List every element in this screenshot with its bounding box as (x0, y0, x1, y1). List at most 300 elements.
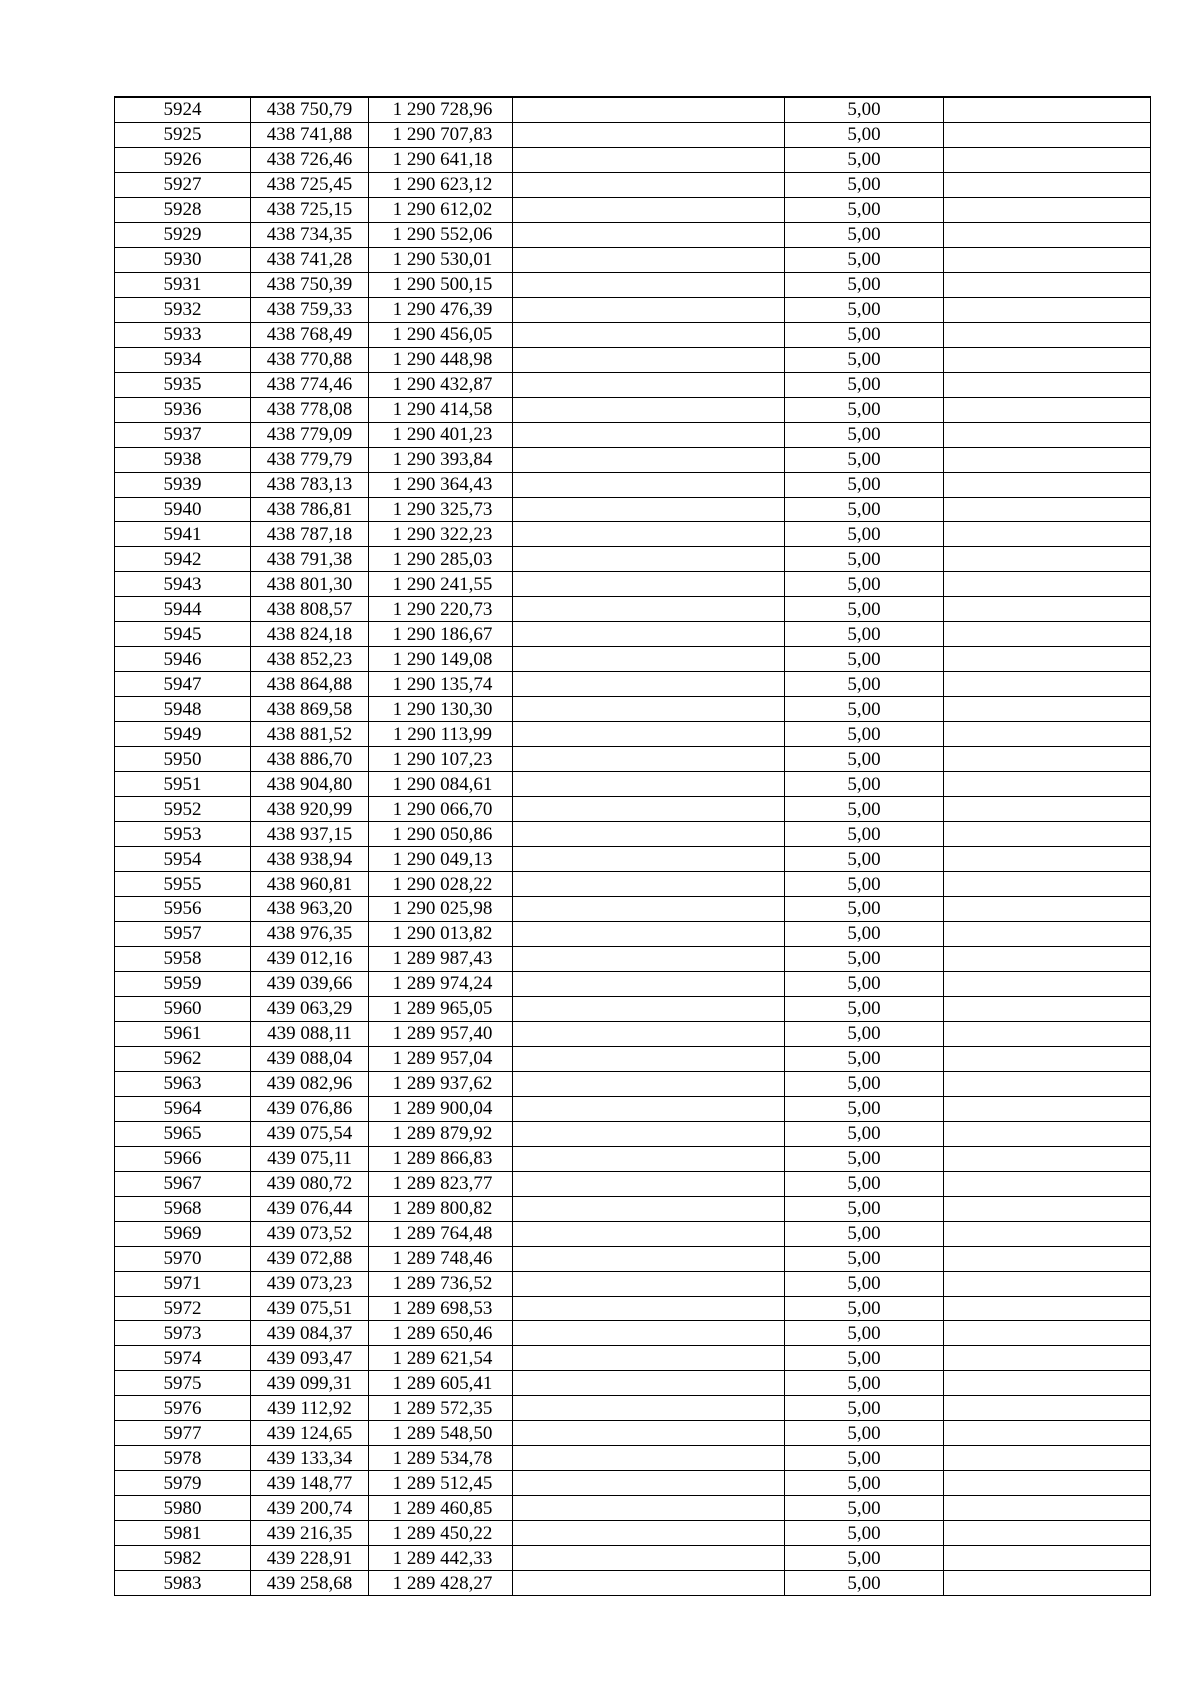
point-number-cell: 5924 (115, 97, 251, 122)
point-number-cell: 5937 (115, 422, 251, 447)
value-cell: 5,00 (785, 1221, 944, 1246)
value-cell: 5,00 (785, 1421, 944, 1446)
empty-cell (944, 122, 1151, 147)
empty-cell (944, 172, 1151, 197)
table-row (115, 1046, 1151, 1071)
table-row (115, 1271, 1151, 1296)
table-row (115, 1221, 1151, 1246)
table-row (115, 272, 1151, 297)
y-coordinate-cell: 1 290 241,55 (369, 572, 513, 597)
value-cell: 5,00 (785, 897, 944, 922)
x-coordinate-cell: 439 075,11 (251, 1146, 369, 1171)
value-cell: 5,00 (785, 572, 944, 597)
coordinates-table (114, 96, 1151, 1596)
empty-cell (513, 647, 785, 672)
empty-cell (944, 921, 1151, 946)
table-row (115, 622, 1151, 647)
point-number-cell: 5927 (115, 172, 251, 197)
x-coordinate-cell: 438 881,52 (251, 722, 369, 747)
empty-cell (944, 347, 1151, 372)
point-number-cell: 5950 (115, 747, 251, 772)
empty-cell (513, 122, 785, 147)
table-row (115, 1246, 1151, 1271)
point-number-cell: 5963 (115, 1071, 251, 1096)
point-number-cell: 5980 (115, 1496, 251, 1521)
x-coordinate-cell: 438 937,15 (251, 822, 369, 847)
point-number-cell: 5948 (115, 697, 251, 722)
table-row (115, 647, 1151, 672)
point-number-cell: 5978 (115, 1446, 251, 1471)
table-row (115, 147, 1151, 172)
table-row (115, 322, 1151, 347)
x-coordinate-cell: 438 787,18 (251, 522, 369, 547)
empty-cell (944, 1021, 1151, 1046)
empty-cell (513, 447, 785, 472)
empty-cell (944, 97, 1151, 122)
point-number-cell: 5983 (115, 1571, 251, 1596)
empty-cell (513, 847, 785, 872)
empty-cell (513, 1271, 785, 1296)
y-coordinate-cell: 1 290 325,73 (369, 497, 513, 522)
empty-cell (513, 1421, 785, 1446)
x-coordinate-cell: 438 886,70 (251, 747, 369, 772)
table-row (115, 1171, 1151, 1196)
x-coordinate-cell: 438 808,57 (251, 597, 369, 622)
table-row (115, 1571, 1151, 1596)
empty-cell (944, 1071, 1151, 1096)
empty-cell (944, 1321, 1151, 1346)
empty-cell (513, 1346, 785, 1371)
y-coordinate-cell: 1 290 414,58 (369, 397, 513, 422)
x-coordinate-cell: 439 039,66 (251, 971, 369, 996)
value-cell: 5,00 (785, 822, 944, 847)
y-coordinate-cell: 1 289 572,35 (369, 1396, 513, 1421)
point-number-cell: 5970 (115, 1246, 251, 1271)
x-coordinate-cell: 438 725,45 (251, 172, 369, 197)
empty-cell (944, 1096, 1151, 1121)
table-row (115, 522, 1151, 547)
x-coordinate-cell: 439 099,31 (251, 1371, 369, 1396)
empty-cell (944, 372, 1151, 397)
value-cell: 5,00 (785, 872, 944, 897)
table-row (115, 672, 1151, 697)
table-row (115, 447, 1151, 472)
empty-cell (944, 647, 1151, 672)
y-coordinate-cell: 1 290 130,30 (369, 697, 513, 722)
empty-cell (944, 1246, 1151, 1271)
value-cell: 5,00 (785, 772, 944, 797)
empty-cell (513, 1046, 785, 1071)
value-cell: 5,00 (785, 322, 944, 347)
x-coordinate-cell: 438 770,88 (251, 347, 369, 372)
y-coordinate-cell: 1 290 322,23 (369, 522, 513, 547)
y-coordinate-cell: 1 289 764,48 (369, 1221, 513, 1246)
y-coordinate-cell: 1 289 823,77 (369, 1171, 513, 1196)
x-coordinate-cell: 439 073,23 (251, 1271, 369, 1296)
empty-cell (513, 1571, 785, 1596)
x-coordinate-cell: 439 112,92 (251, 1396, 369, 1421)
empty-cell (944, 672, 1151, 697)
value-cell: 5,00 (785, 372, 944, 397)
value-cell: 5,00 (785, 447, 944, 472)
table-row (115, 1546, 1151, 1571)
y-coordinate-cell: 1 290 623,12 (369, 172, 513, 197)
table-row (115, 122, 1151, 147)
empty-cell (513, 147, 785, 172)
x-coordinate-cell: 438 741,28 (251, 247, 369, 272)
value-cell: 5,00 (785, 1396, 944, 1421)
value-cell: 5,00 (785, 1246, 944, 1271)
empty-cell (944, 1521, 1151, 1546)
y-coordinate-cell: 1 289 866,83 (369, 1146, 513, 1171)
point-number-cell: 5949 (115, 722, 251, 747)
empty-cell (944, 1396, 1151, 1421)
point-number-cell: 5973 (115, 1321, 251, 1346)
table-row (115, 1196, 1151, 1221)
y-coordinate-cell: 1 290 066,70 (369, 797, 513, 822)
value-cell: 5,00 (785, 397, 944, 422)
point-number-cell: 5943 (115, 572, 251, 597)
value-cell: 5,00 (785, 1321, 944, 1346)
table-row (115, 1096, 1151, 1121)
empty-cell (513, 547, 785, 572)
point-number-cell: 5934 (115, 347, 251, 372)
y-coordinate-cell: 1 290 393,84 (369, 447, 513, 472)
y-coordinate-cell: 1 290 728,96 (369, 97, 513, 122)
value-cell: 5,00 (785, 1346, 944, 1371)
value-cell: 5,00 (785, 622, 944, 647)
empty-cell (513, 1121, 785, 1146)
empty-cell (513, 497, 785, 522)
table-row (115, 772, 1151, 797)
value-cell: 5,00 (785, 147, 944, 172)
y-coordinate-cell: 1 289 442,33 (369, 1546, 513, 1571)
value-cell: 5,00 (785, 747, 944, 772)
y-coordinate-cell: 1 290 476,39 (369, 297, 513, 322)
table-row (115, 347, 1151, 372)
x-coordinate-cell: 439 076,86 (251, 1096, 369, 1121)
x-coordinate-cell: 439 228,91 (251, 1546, 369, 1571)
table-body (115, 97, 1151, 1596)
y-coordinate-cell: 1 289 937,62 (369, 1071, 513, 1096)
empty-cell (513, 397, 785, 422)
value-cell: 5,00 (785, 97, 944, 122)
empty-cell (513, 1146, 785, 1171)
table-row (115, 422, 1151, 447)
empty-cell (513, 1071, 785, 1096)
table-row (115, 847, 1151, 872)
empty-cell (513, 672, 785, 697)
y-coordinate-cell: 1 289 450,22 (369, 1521, 513, 1546)
y-coordinate-cell: 1 290 050,86 (369, 822, 513, 847)
empty-cell (513, 772, 785, 797)
x-coordinate-cell: 439 216,35 (251, 1521, 369, 1546)
empty-cell (944, 397, 1151, 422)
x-coordinate-cell: 439 124,65 (251, 1421, 369, 1446)
value-cell: 5,00 (785, 272, 944, 297)
empty-cell (513, 1521, 785, 1546)
table-row (115, 1296, 1151, 1321)
x-coordinate-cell: 438 774,46 (251, 372, 369, 397)
table-row (115, 197, 1151, 222)
empty-cell (513, 722, 785, 747)
point-number-cell: 5966 (115, 1146, 251, 1171)
empty-cell (513, 1496, 785, 1521)
y-coordinate-cell: 1 289 987,43 (369, 946, 513, 971)
table-row (115, 1471, 1151, 1496)
empty-cell (513, 597, 785, 622)
x-coordinate-cell: 439 076,44 (251, 1196, 369, 1221)
empty-cell (944, 1171, 1151, 1196)
empty-cell (944, 797, 1151, 822)
value-cell: 5,00 (785, 1196, 944, 1221)
empty-cell (513, 372, 785, 397)
empty-cell (944, 697, 1151, 722)
point-number-cell: 5945 (115, 622, 251, 647)
empty-cell (944, 1046, 1151, 1071)
x-coordinate-cell: 439 084,37 (251, 1321, 369, 1346)
empty-cell (513, 1446, 785, 1471)
point-number-cell: 5933 (115, 322, 251, 347)
x-coordinate-cell: 438 726,46 (251, 147, 369, 172)
point-number-cell: 5941 (115, 522, 251, 547)
point-number-cell: 5962 (115, 1046, 251, 1071)
empty-cell (513, 422, 785, 447)
point-number-cell: 5951 (115, 772, 251, 797)
point-number-cell: 5956 (115, 897, 251, 922)
y-coordinate-cell: 1 289 957,40 (369, 1021, 513, 1046)
x-coordinate-cell: 438 824,18 (251, 622, 369, 647)
y-coordinate-cell: 1 290 028,22 (369, 872, 513, 897)
value-cell: 5,00 (785, 672, 944, 697)
y-coordinate-cell: 1 289 800,82 (369, 1196, 513, 1221)
x-coordinate-cell: 438 750,79 (251, 97, 369, 122)
y-coordinate-cell: 1 289 548,50 (369, 1421, 513, 1446)
point-number-cell: 5947 (115, 672, 251, 697)
value-cell: 5,00 (785, 122, 944, 147)
table-row (115, 996, 1151, 1021)
point-number-cell: 5961 (115, 1021, 251, 1046)
empty-cell (944, 147, 1151, 172)
x-coordinate-cell: 438 768,49 (251, 322, 369, 347)
empty-cell (513, 322, 785, 347)
x-coordinate-cell: 439 063,29 (251, 996, 369, 1021)
value-cell: 5,00 (785, 996, 944, 1021)
table-row (115, 822, 1151, 847)
value-cell: 5,00 (785, 222, 944, 247)
table-row (115, 1446, 1151, 1471)
x-coordinate-cell: 438 976,35 (251, 921, 369, 946)
empty-cell (513, 1021, 785, 1046)
empty-cell (944, 597, 1151, 622)
x-coordinate-cell: 439 082,96 (251, 1071, 369, 1096)
empty-cell (944, 1346, 1151, 1371)
empty-cell (513, 1171, 785, 1196)
empty-cell (513, 522, 785, 547)
empty-cell (513, 297, 785, 322)
point-number-cell: 5982 (115, 1546, 251, 1571)
value-cell: 5,00 (785, 347, 944, 372)
empty-cell (513, 1321, 785, 1346)
value-cell: 5,00 (785, 497, 944, 522)
table-row (115, 372, 1151, 397)
x-coordinate-cell: 439 133,34 (251, 1446, 369, 1471)
value-cell: 5,00 (785, 1271, 944, 1296)
empty-cell (944, 1496, 1151, 1521)
y-coordinate-cell: 1 290 641,18 (369, 147, 513, 172)
y-coordinate-cell: 1 290 186,67 (369, 622, 513, 647)
point-number-cell: 5928 (115, 197, 251, 222)
empty-cell (513, 872, 785, 897)
x-coordinate-cell: 438 783,13 (251, 472, 369, 497)
point-number-cell: 5971 (115, 1271, 251, 1296)
empty-cell (944, 1421, 1151, 1446)
empty-cell (513, 897, 785, 922)
x-coordinate-cell: 438 938,94 (251, 847, 369, 872)
empty-cell (944, 497, 1151, 522)
value-cell: 5,00 (785, 422, 944, 447)
empty-cell (513, 971, 785, 996)
point-number-cell: 5953 (115, 822, 251, 847)
value-cell: 5,00 (785, 1521, 944, 1546)
x-coordinate-cell: 438 779,79 (251, 447, 369, 472)
empty-cell (513, 1371, 785, 1396)
y-coordinate-cell: 1 289 621,54 (369, 1346, 513, 1371)
empty-cell (513, 247, 785, 272)
value-cell: 5,00 (785, 522, 944, 547)
value-cell: 5,00 (785, 1021, 944, 1046)
value-cell: 5,00 (785, 1446, 944, 1471)
table-row (115, 722, 1151, 747)
value-cell: 5,00 (785, 597, 944, 622)
x-coordinate-cell: 439 080,72 (251, 1171, 369, 1196)
empty-cell (513, 1246, 785, 1271)
y-coordinate-cell: 1 290 135,74 (369, 672, 513, 697)
point-number-cell: 5967 (115, 1171, 251, 1196)
y-coordinate-cell: 1 289 605,41 (369, 1371, 513, 1396)
y-coordinate-cell: 1 289 900,04 (369, 1096, 513, 1121)
table-row (115, 971, 1151, 996)
y-coordinate-cell: 1 289 736,52 (369, 1271, 513, 1296)
y-coordinate-cell: 1 289 512,45 (369, 1471, 513, 1496)
point-number-cell: 5931 (115, 272, 251, 297)
y-coordinate-cell: 1 290 107,23 (369, 747, 513, 772)
y-coordinate-cell: 1 289 650,46 (369, 1321, 513, 1346)
x-coordinate-cell: 439 075,51 (251, 1296, 369, 1321)
empty-cell (944, 772, 1151, 797)
empty-cell (513, 1196, 785, 1221)
empty-cell (944, 447, 1151, 472)
point-number-cell: 5979 (115, 1471, 251, 1496)
table-row (115, 597, 1151, 622)
value-cell: 5,00 (785, 1171, 944, 1196)
point-number-cell: 5975 (115, 1371, 251, 1396)
value-cell: 5,00 (785, 946, 944, 971)
table-row (115, 1396, 1151, 1421)
point-number-cell: 5955 (115, 872, 251, 897)
table-row (115, 1371, 1151, 1396)
point-number-cell: 5959 (115, 971, 251, 996)
point-number-cell: 5936 (115, 397, 251, 422)
point-number-cell: 5946 (115, 647, 251, 672)
y-coordinate-cell: 1 290 552,06 (369, 222, 513, 247)
x-coordinate-cell: 439 088,04 (251, 1046, 369, 1071)
y-coordinate-cell: 1 290 220,73 (369, 597, 513, 622)
table-row (115, 497, 1151, 522)
y-coordinate-cell: 1 289 974,24 (369, 971, 513, 996)
empty-cell (944, 1196, 1151, 1221)
point-number-cell: 5944 (115, 597, 251, 622)
table-row (115, 1021, 1151, 1046)
point-number-cell: 5938 (115, 447, 251, 472)
point-number-cell: 5932 (115, 297, 251, 322)
point-number-cell: 5954 (115, 847, 251, 872)
y-coordinate-cell: 1 289 748,46 (369, 1246, 513, 1271)
y-coordinate-cell: 1 290 612,02 (369, 197, 513, 222)
point-number-cell: 5957 (115, 921, 251, 946)
y-coordinate-cell: 1 290 401,23 (369, 422, 513, 447)
value-cell: 5,00 (785, 1371, 944, 1396)
point-number-cell: 5930 (115, 247, 251, 272)
x-coordinate-cell: 439 088,11 (251, 1021, 369, 1046)
table-row (115, 1521, 1151, 1546)
x-coordinate-cell: 438 869,58 (251, 697, 369, 722)
empty-cell (513, 97, 785, 122)
value-cell: 5,00 (785, 1146, 944, 1171)
empty-cell (944, 547, 1151, 572)
value-cell: 5,00 (785, 1571, 944, 1596)
x-coordinate-cell: 439 148,77 (251, 1471, 369, 1496)
empty-cell (513, 347, 785, 372)
table-row (115, 397, 1151, 422)
empty-cell (944, 472, 1151, 497)
x-coordinate-cell: 438 778,08 (251, 397, 369, 422)
empty-cell (944, 1221, 1151, 1246)
x-coordinate-cell: 438 920,99 (251, 797, 369, 822)
empty-cell (944, 1471, 1151, 1496)
table-row (115, 472, 1151, 497)
table-row (115, 747, 1151, 772)
empty-cell (513, 747, 785, 772)
x-coordinate-cell: 438 960,81 (251, 872, 369, 897)
table-row (115, 872, 1151, 897)
point-number-cell: 5976 (115, 1396, 251, 1421)
value-cell: 5,00 (785, 1471, 944, 1496)
x-coordinate-cell: 438 852,23 (251, 647, 369, 672)
value-cell: 5,00 (785, 247, 944, 272)
y-coordinate-cell: 1 290 707,83 (369, 122, 513, 147)
empty-cell (944, 722, 1151, 747)
value-cell: 5,00 (785, 547, 944, 572)
empty-cell (944, 847, 1151, 872)
x-coordinate-cell: 439 075,54 (251, 1121, 369, 1146)
empty-cell (944, 247, 1151, 272)
y-coordinate-cell: 1 289 965,05 (369, 996, 513, 1021)
empty-cell (513, 1221, 785, 1246)
table-row (115, 572, 1151, 597)
point-number-cell: 5964 (115, 1096, 251, 1121)
y-coordinate-cell: 1 290 025,98 (369, 897, 513, 922)
empty-cell (513, 272, 785, 297)
table-row (115, 97, 1151, 122)
table-row (115, 247, 1151, 272)
y-coordinate-cell: 1 290 013,82 (369, 921, 513, 946)
table-row (115, 547, 1151, 572)
value-cell: 5,00 (785, 1296, 944, 1321)
table-row (115, 946, 1151, 971)
point-number-cell: 5974 (115, 1346, 251, 1371)
point-number-cell: 5952 (115, 797, 251, 822)
